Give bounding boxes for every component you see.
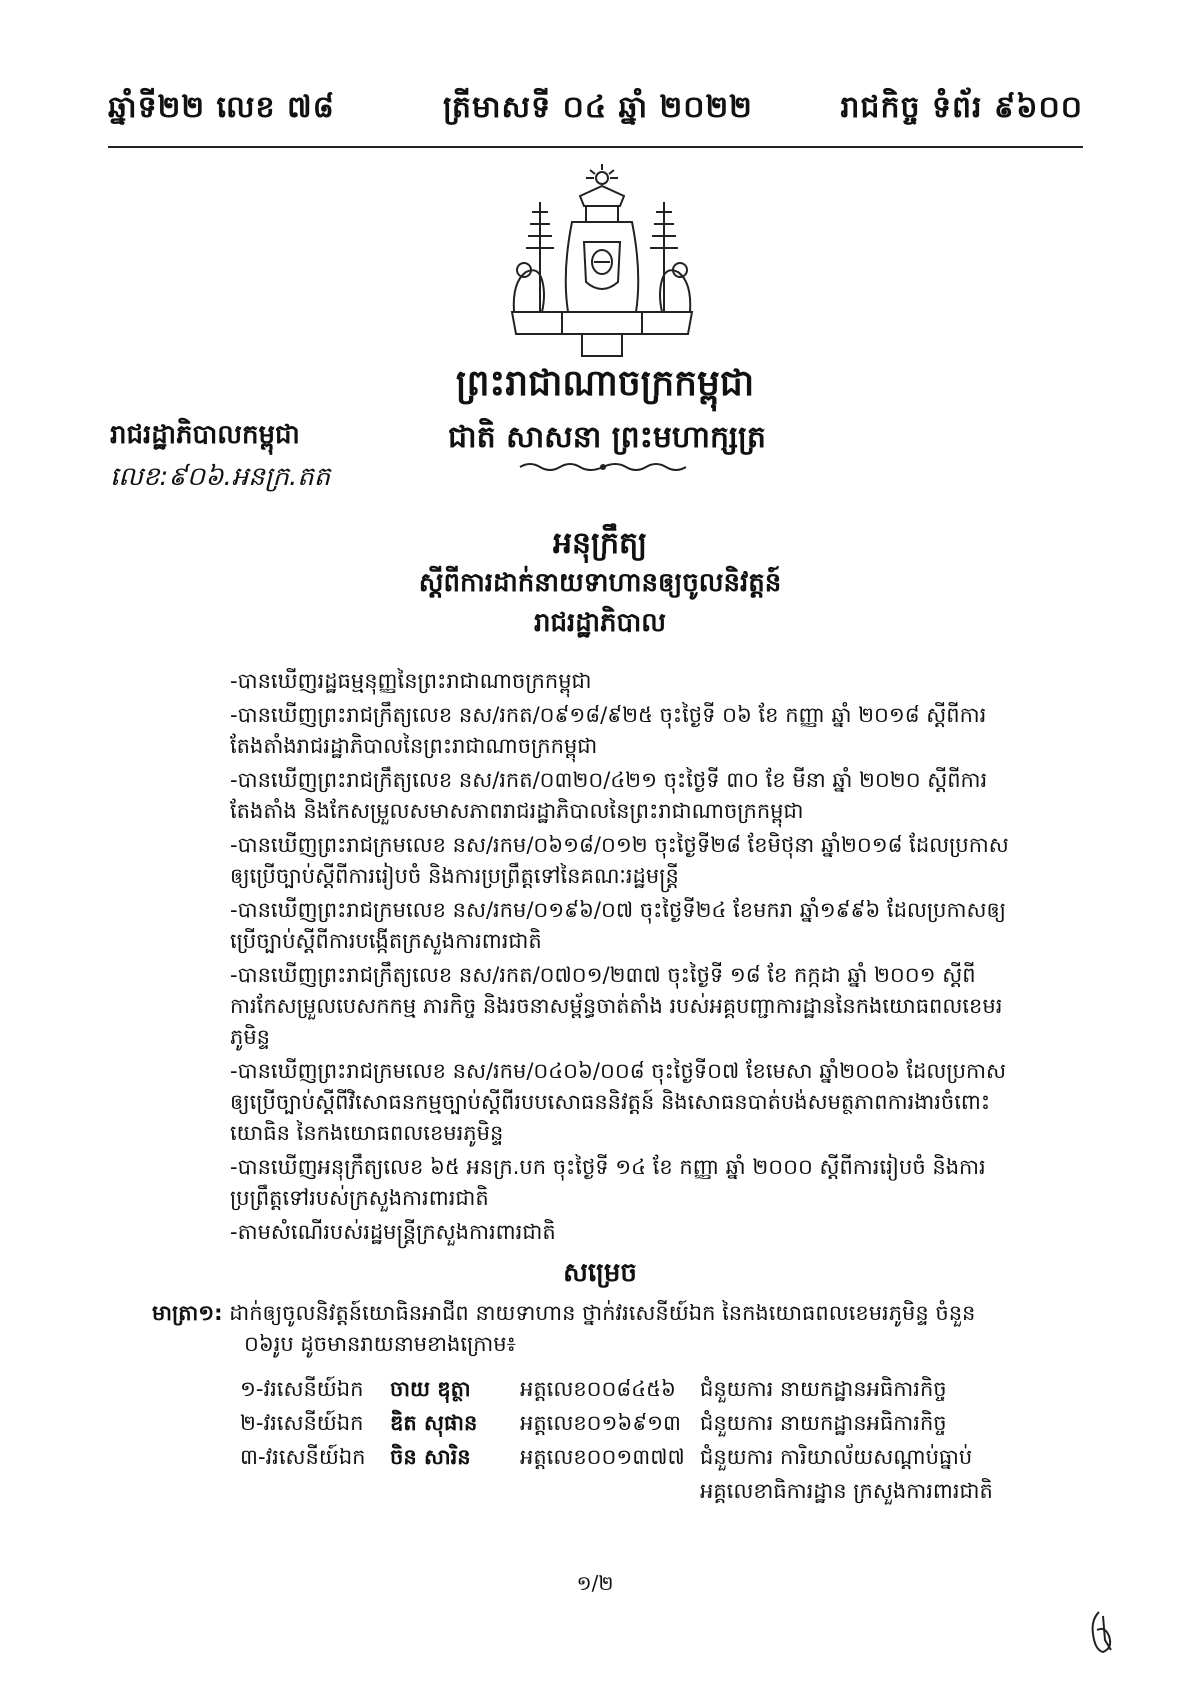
- reference-item: -បានឃើញព្រះរាជក្រមលេខ នស/រកម/០៤០៦/០០៨ ចុះថ្ងៃទី០៧ ខែមេសា ឆ្នាំ២០០៦ ដែលប្រកាសឲ្យប្រើច្បាប់ស្ដីពីវិសោធនកម្មច្បាប់ស្ដីពីរបបសោធននិវត្តន៍ និងសោធនបាត់បង់សមត្ថភាពការងារចំពោះយោធិន នៃកងយោធពលខេមរភូមិន្ទ: [230, 1059, 1006, 1145]
- reference-item: -បានឃើញព្រះរាជក្រឹត្យលេខ នស/រកត/០៩១៨/៩២៥ ចុះថ្ងៃទី ០៦ ខែ កញ្ញា ឆ្នាំ ២០១៨ ស្ដីពីការតែងតាំងរាជរដ្ឋាភិបាលនៃព្រះរាជាណាចក្រកម្ពុជា: [230, 703, 987, 758]
- officer-id: អត្តលេខ០១៦៩១៣: [520, 1411, 681, 1435]
- officer-position-continued: អគ្គលេខាធិការដ្ឋាន ក្រសួងការពារជាតិ: [700, 1479, 993, 1503]
- handwritten-initial-icon: [1085, 1610, 1117, 1656]
- reference-item: -តាមសំណើរបស់រដ្ឋមន្ត្រីក្រសួងការពារជាតិ: [230, 1220, 556, 1244]
- reference-item: -បានឃើញអនុក្រឹត្យលេខ ៦៥ អនក្រ.បក ចុះថ្ងៃទី ១៤ ខែ កញ្ញា ឆ្នាំ ២០០០ ស្ដីពីការរៀបចំ និងការប្រព្រឹត្តទៅរបស់ក្រសួងការពារជាតិ: [230, 1155, 986, 1210]
- gazette-header: [108, 88, 1083, 148]
- issuer-name: រាជរដ្ឋាភិបាលកម្ពុជា: [110, 420, 300, 450]
- officer-rank: ១-វរសេនីយ៍ឯក: [240, 1377, 364, 1401]
- article-label: មាត្រា១:: [152, 1301, 223, 1325]
- officer-row: [240, 1444, 1040, 1478]
- officer-name: ឌិត សុផាន: [390, 1411, 478, 1435]
- page-number: ១/២: [576, 1571, 614, 1595]
- article-text: ដាក់ឲ្យចូលនិវត្តន៍យោធិនអាជីព នាយទាហាន ថ្នាក់វរសេនីយ៍ឯក នៃកងយោធពលខេមរភូមិន្ទ ចំនួន: [229, 1301, 976, 1325]
- officer-row-continued: [240, 1478, 1040, 1512]
- national-motto: ជាតិ សាសនា ព្រះមហាក្សត្រ: [448, 420, 766, 455]
- officer-name: ចាយ ឌុត្ថា: [390, 1377, 471, 1401]
- officer-row: [240, 1376, 1040, 1410]
- officer-list: [240, 1376, 1040, 1512]
- officer-id: អត្តលេខ០០៨៤៥៦: [520, 1377, 676, 1401]
- decision-heading: សម្រេច: [563, 1258, 637, 1288]
- officer-position: ជំនួយការ នាយកដ្ឋានអធិការកិច្ច: [700, 1377, 947, 1401]
- reference-item: -បានឃើញព្រះរាជក្រមលេខ នស/រកម/០៦១៨/០១២ ចុះថ្ងៃទី២៨ ខែមិថុនា ឆ្នាំ២០១៨ ដែលប្រកាសឲ្យប្រើច្បាប់ស្ដីពីការរៀបចំ និងការប្រព្រឹត្តទៅនៃគណៈរដ្ឋមន្ត្រី: [230, 833, 1009, 888]
- reference-item: -បានឃើញព្រះរាជក្រមលេខ នស/រកម/០១៩៦/០៧ ចុះថ្ងៃទី២៤ ខែមករា ឆ្នាំ១៩៩៦ ដែលប្រកាសឲ្យប្រើច្បាប់ស្ដីពីការបង្កើតក្រសួងការពារជាតិ: [230, 898, 1007, 953]
- officer-row: [240, 1410, 1040, 1444]
- legal-references: [230, 666, 1020, 1251]
- officer-rank: ២-វរសេនីយ៍ឯក: [240, 1411, 364, 1435]
- document-issuer: រាជរដ្ឋាភិបាល: [533, 608, 667, 638]
- document-type: អនុក្រឹត្យ: [552, 526, 648, 561]
- officer-name: ចិន សារិន: [390, 1445, 471, 1469]
- officer-position: ជំនួយការ នាយកដ្ឋានអធិការកិច្ច: [700, 1411, 947, 1435]
- gazette-quarter: ត្រីមាសទី ០៤ ឆ្នាំ ២០២២: [443, 90, 753, 125]
- kingdom-name: ព្រះរាជាណាចក្រកម្ពុជា: [455, 363, 755, 404]
- royal-coat-of-arms-icon: [502, 162, 702, 362]
- article-text-continued: ០៦រូប ដូចមានរាយនាមខាងក្រោម៖: [244, 1332, 516, 1356]
- reference-item: -បានឃើញរដ្ឋធម្មនុញ្ញនៃព្រះរាជាណាចក្រកម្ពុជា: [230, 669, 592, 693]
- reference-item: -បានឃើញព្រះរាជក្រឹត្យលេខ នស/រកត/០៣២០/៤២១ ចុះថ្ងៃទី ៣០ ខែ មីនា ឆ្នាំ ២០២០ ស្ដីពីការតែងតាំង និងកែសម្រួលសមាសភាពរាជរដ្ឋាភិបាលនៃព្រះរាជាណាចក្រកម្ពុជា: [230, 768, 988, 823]
- officer-id: អត្តលេខ០០១៣៧៧: [520, 1445, 685, 1469]
- gazette-page: រាជកិច្ច ទំព័រ ៩៦០០: [840, 90, 1083, 125]
- header-rule: [108, 146, 1083, 148]
- document-subject: ស្ដីពីការដាក់នាយទាហានឲ្យចូលនិវត្តន៍: [418, 568, 782, 598]
- ornament-divider: [518, 460, 688, 474]
- officer-rank: ៣-វរសេនីយ៍ឯក: [240, 1445, 366, 1469]
- gazette-issue: ឆ្នាំទី២២ លេខ ៧៨: [108, 90, 335, 125]
- document-number: លេខ:៩០៦.អនក្រ.តត: [110, 462, 331, 492]
- article-1: [152, 1298, 1020, 1360]
- officer-position: ជំនួយការ ការិយាល័យសណ្ដាប់ធ្នាប់: [700, 1445, 973, 1469]
- reference-item: -បានឃើញព្រះរាជក្រឹត្យលេខ នស/រកត/០៧០១/២៣៧ ចុះថ្ងៃទី ១៨ ខែ កក្កដា ឆ្នាំ ២០០១ ស្ដីពីការកែសម្រួលបេសកកម្ម ភារកិច្ច និងរចនាសម្ព័ន្ធចាត់តាំង របស់អគ្គបញ្ជាការដ្ឋាននៃកងយោធពលខេមរភូមិន្ទ: [230, 963, 1003, 1049]
